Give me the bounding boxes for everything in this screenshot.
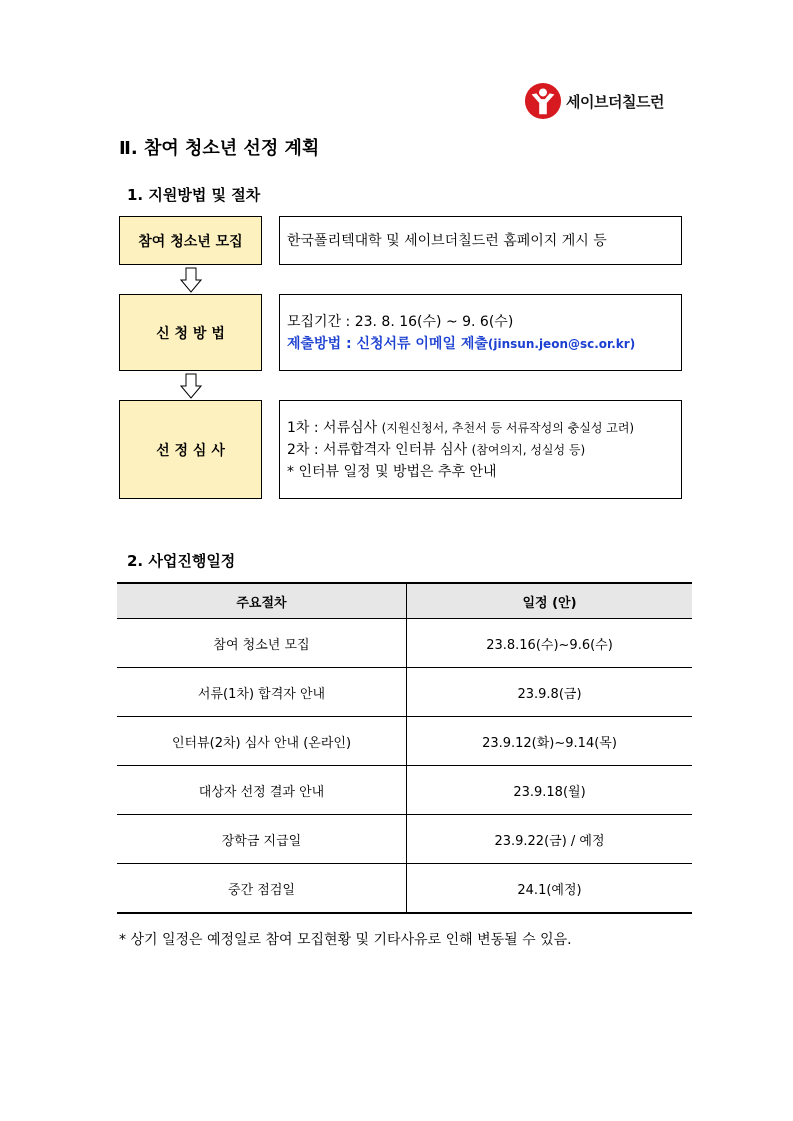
step-label-apply: 신 청 방 법 bbox=[119, 294, 262, 371]
review-round-2 bbox=[287, 439, 681, 461]
table-row bbox=[117, 717, 692, 766]
down-arrow-icon bbox=[180, 373, 202, 399]
table-row bbox=[117, 766, 692, 815]
submission-method bbox=[287, 333, 681, 355]
date-cell: 24.1(예정) bbox=[407, 864, 693, 914]
contact-email: (jinsun.jeon@sc.or.kr) bbox=[487, 336, 636, 351]
schedule-footnote: * 상기 일정은 예정일로 참여 모집현황 및 기타사유로 인해 변동될 수 있음. bbox=[119, 932, 572, 948]
table-row bbox=[117, 668, 692, 717]
logo-text: 세이브더칠드런 bbox=[566, 92, 664, 111]
procedure-cell: 중간 점검일 bbox=[117, 864, 407, 914]
review-round-1 bbox=[287, 417, 681, 439]
review-round-1-text: 1차 : 서류심사 bbox=[287, 419, 378, 436]
step-body-recruit bbox=[279, 216, 682, 265]
column-header-procedure: 주요절차 bbox=[117, 583, 407, 619]
review-round-2-text: 2차 : 서류합격자 인터뷰 심사 bbox=[287, 441, 468, 458]
column-header-date: 일정 (안) bbox=[407, 583, 693, 619]
date-cell: 23.9.12(화)~9.14(목) bbox=[407, 717, 693, 766]
schedule-table bbox=[117, 582, 692, 914]
step-label-review: 선 정 심 사 bbox=[119, 400, 262, 499]
procedure-cell: 인터뷰(2차) 심사 안내 (온라인) bbox=[117, 717, 407, 766]
step-label-recruit: 참여 청소년 모집 bbox=[119, 216, 262, 265]
save-the-children-emblem-icon bbox=[524, 82, 562, 120]
date-cell: 23.9.8(금) bbox=[407, 668, 693, 717]
logo bbox=[524, 82, 664, 120]
table-row bbox=[117, 619, 692, 668]
review-round-1-note: (지원신청서, 추천서 등 서류작성의 충실성 고려) bbox=[381, 420, 635, 435]
procedure-cell: 대상자 선정 결과 안내 bbox=[117, 766, 407, 815]
table-row bbox=[117, 815, 692, 864]
recruit-period: 모집기간 : 23. 8. 16(수) ~ 9. 6(수) bbox=[287, 313, 514, 330]
date-cell: 23.8.16(수)~9.6(수) bbox=[407, 619, 693, 668]
review-round-2-note: (참여의지, 성실성 등) bbox=[471, 442, 586, 457]
table-row bbox=[117, 864, 692, 914]
subsection-title-application: 1. 지원방법 및 절차 bbox=[127, 186, 261, 204]
procedure-cell: 참여 청소년 모집 bbox=[117, 619, 407, 668]
step-body-review bbox=[279, 400, 682, 499]
date-cell: 23.9.18(월) bbox=[407, 766, 693, 815]
submission-method-text: 제출방법 : 신청서류 이메일 제출 bbox=[287, 335, 488, 352]
table-header-row bbox=[117, 583, 692, 619]
date-cell: 23.9.22(금) / 예정 bbox=[407, 815, 693, 864]
step-text: 한국폴리텍대학 및 세이브더칠드런 홈페이지 게시 등 bbox=[287, 232, 607, 249]
procedure-cell: 장학금 지급일 bbox=[117, 815, 407, 864]
procedure-cell: 서류(1차) 합격자 안내 bbox=[117, 668, 407, 717]
step-body-apply bbox=[279, 294, 682, 371]
section-title: Ⅱ. 참여 청소년 선정 계획 bbox=[119, 138, 320, 159]
subsection-title-schedule: 2. 사업진행일정 bbox=[127, 552, 236, 570]
interview-note: * 인터뷰 일정 및 방법은 추후 안내 bbox=[287, 463, 497, 480]
down-arrow-icon bbox=[180, 267, 202, 293]
